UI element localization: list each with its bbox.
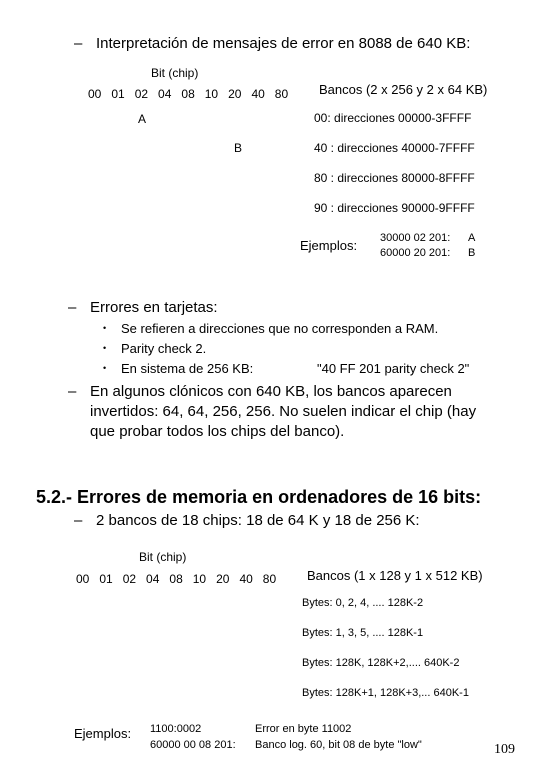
example-code: 60000 20 201:: [380, 247, 451, 259]
bullet-item: En sistema de 256 KB:: [121, 361, 254, 376]
bank-line: 80 : direcciones 80000-8FFFF: [314, 171, 475, 185]
bit-values-row: 00 01 02 04 08 10 20 40 80: [76, 572, 277, 586]
section-heading: Interpretación de mensajes de error en 8088 de 640 KB:: [96, 35, 471, 52]
bit-values-row: 00 01 02 04 08 10 20 40 80: [88, 87, 289, 101]
bullet-marker: •: [103, 343, 107, 353]
chip-marker-b: B: [234, 141, 243, 155]
banks-label: Bancos (1 x 128 y 1 x 512 KB): [307, 568, 483, 583]
bullet-item: Parity check 2.: [121, 341, 207, 356]
errors-cards-title: Errores en tarjetas:: [90, 299, 218, 316]
byte-line: Bytes: 128K, 128K+2,.... 640K-2: [302, 657, 460, 669]
example-chip: A: [468, 232, 476, 244]
bullet-marker: •: [103, 323, 107, 333]
parity-quote: "40 FF 201 parity check 2": [317, 361, 470, 376]
sub-dash: –: [74, 512, 83, 529]
clones-line: que probar todos los chips del banco).: [90, 423, 345, 440]
byte-line: Bytes: 0, 2, 4, .... 128K-2: [302, 597, 424, 609]
example-code: 1100:0002: [150, 723, 202, 735]
list-dash: –: [68, 383, 77, 400]
bank-line: 40 : direcciones 40000-7FFFF: [314, 141, 475, 155]
bit-chip-label: Bit (chip): [139, 550, 187, 564]
bank-line: 00: direcciones 00000-3FFFF: [314, 111, 472, 125]
section-subtitle: 2 bancos de 18 chips: 18 de 64 K y 18 de 256 K:: [96, 512, 420, 529]
page-number: 109: [494, 742, 515, 757]
list-dash: –: [68, 299, 77, 316]
section-title: 5.2.- Errores de memoria en ordenadores de 16 bits:: [36, 487, 482, 507]
byte-line: Bytes: 128K+1, 128K+3,... 640K-1: [302, 687, 469, 699]
chip-marker-a: A: [138, 112, 147, 126]
byte-line: Bytes: 1, 3, 5, .... 128K-1: [302, 627, 424, 639]
clones-line: invertidos: 64, 64, 256, 256. No suelen indicar el chip (hay: [90, 403, 477, 420]
bit-chip-label: Bit (chip): [151, 66, 199, 80]
bullet-item: Se refieren a direcciones que no corresponden a RAM.: [121, 321, 439, 336]
examples-label: Ejemplos:: [300, 238, 358, 253]
banks-label: Bancos (2 x 256 y 2 x 64 KB): [319, 82, 488, 97]
bullet-marker: •: [103, 363, 107, 373]
heading-dash: –: [74, 35, 83, 52]
example-code: 30000 02 201:: [380, 232, 451, 244]
bank-line: 90 : direcciones 90000-9FFFF: [314, 201, 475, 215]
examples-label: Ejemplos:: [74, 726, 132, 741]
example-description: Error en byte 11002: [255, 723, 352, 735]
example-chip: B: [468, 247, 476, 259]
example-description: Banco log. 60, bit 08 de byte "low": [255, 739, 422, 751]
clones-line: En algunos clónicos con 640 KB, los bancos aparecen: [90, 383, 452, 400]
example-code: 60000 00 08 201:: [150, 739, 236, 751]
